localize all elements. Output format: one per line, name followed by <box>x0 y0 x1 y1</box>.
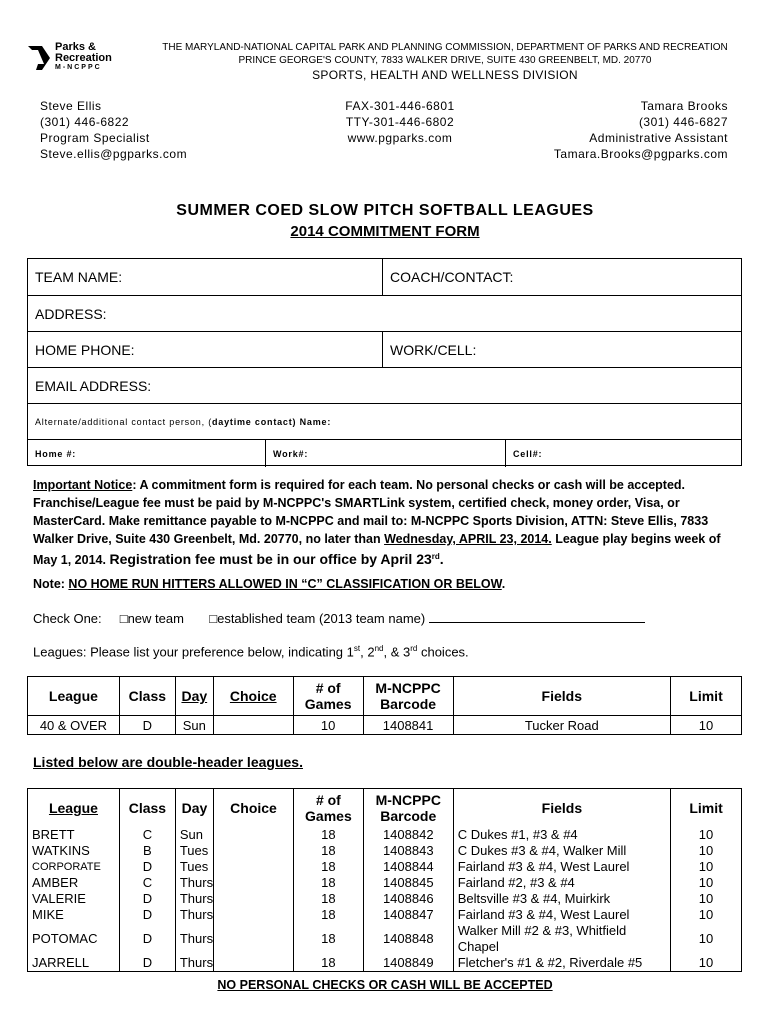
limit: 10 <box>671 891 742 907</box>
choice-cell[interactable] <box>214 891 294 907</box>
league-day: Thurs <box>175 891 213 907</box>
col-choice: Choice <box>214 789 294 828</box>
league-class: D <box>119 955 175 972</box>
choice-cell[interactable] <box>213 716 293 735</box>
email-field[interactable]: EMAIL ADDRESS: <box>35 377 152 394</box>
home-run-note: Note: NO HOME RUN HITTERS ALLOWED IN “C” CLASSIFICATION OR BELOW. <box>33 577 506 591</box>
table-row <box>28 891 742 907</box>
barcode: 1408841 <box>363 716 453 735</box>
contact-title: Administrative Assistant <box>589 131 728 145</box>
fields: Fletcher's #1 & #2, Riverdale #5 <box>453 955 670 972</box>
limit: 10 <box>671 859 742 875</box>
contact-email: Tamara.Brooks@pgparks.com <box>553 147 728 161</box>
form-row <box>28 404 741 440</box>
contact-title: Program Specialist <box>40 131 150 145</box>
league-day: Thurs <box>175 875 213 891</box>
league-day: Thurs <box>175 907 213 923</box>
org-line-1: THE MARYLAND-NATIONAL CAPITAL PARK AND PLANNING COMMISSION, DEPARTMENT OF PARKS AND RECREATION <box>162 42 728 53</box>
league-day: Sun <box>175 716 213 735</box>
col-limit: Limit <box>671 677 742 716</box>
barcode: 1408849 <box>363 955 453 972</box>
league-day: Thurs <box>175 923 213 955</box>
league-day: Tues <box>175 859 213 875</box>
table-row <box>28 907 742 923</box>
coach-contact-field[interactable]: COACH/CONTACT: <box>382 259 743 295</box>
choice-cell[interactable] <box>214 859 294 875</box>
work-cell-field[interactable]: WORK/CELL: <box>382 332 743 367</box>
col-choice: Choice <box>213 677 293 716</box>
established-team-checkbox[interactable]: □established team (2013 team name) <box>209 611 426 626</box>
fields: C Dukes #3 & #4, Walker Mill <box>453 843 670 859</box>
team-info-form <box>27 258 742 466</box>
limit: 10 <box>671 875 742 891</box>
table-row <box>28 843 742 859</box>
choice-cell[interactable] <box>214 843 294 859</box>
barcode: 1408845 <box>363 875 453 891</box>
table-row <box>28 859 742 875</box>
table-header-row <box>28 677 742 716</box>
choice-cell[interactable] <box>214 827 294 843</box>
cell-number-field[interactable]: Cell#: <box>505 440 743 467</box>
home-number-field[interactable]: Home #: <box>35 448 77 459</box>
previous-team-name-line[interactable] <box>429 612 645 623</box>
alternate-contact-field[interactable]: Alternate/additional contact person, ( daytime contact) Name: <box>35 416 332 427</box>
table-header-row <box>28 789 742 828</box>
home-phone-field[interactable]: HOME PHONE: <box>35 341 135 358</box>
col-limit: Limit <box>671 789 742 828</box>
form-row <box>28 332 741 368</box>
division-name: SPORTS, HEALTH AND WELLNESS DIVISION <box>312 68 578 82</box>
contact-name: Tamara Brooks <box>640 99 728 113</box>
double-header-title: Listed below are double-header leagues. <box>33 754 303 770</box>
col-barcode: M-NCPPC Barcode <box>363 677 453 716</box>
col-class: Class <box>119 677 175 716</box>
games-count: 18 <box>293 923 363 955</box>
contact-phone: (301) 446-6822 <box>40 115 130 129</box>
table-row <box>28 923 742 955</box>
logo-subtext: M-NCPPC <box>55 64 102 71</box>
fields: Beltsville #3 & #4, Muirkirk <box>453 891 670 907</box>
contact-email: Steve.ellis@pgparks.com <box>40 147 188 161</box>
league-day: Sun <box>175 827 213 843</box>
form-row <box>28 296 741 332</box>
website: www.pgparks.com <box>347 131 453 145</box>
limit: 10 <box>671 716 742 735</box>
league-name: 40 & OVER <box>28 716 120 735</box>
contact-right <box>500 98 728 162</box>
barcode: 1408846 <box>363 891 453 907</box>
league-day: Thurs <box>175 955 213 972</box>
league-preference-instructions: Leagues: Please list your preference below, indicating 1st, 2nd, & 3rd choices. <box>33 644 469 660</box>
tty-number: TTY-301-446-6802 <box>345 115 455 129</box>
league-name: JARRELL <box>28 955 120 972</box>
limit: 10 <box>671 923 742 955</box>
games-count: 18 <box>293 907 363 923</box>
league-class: C <box>119 827 175 843</box>
league-class: C <box>119 875 175 891</box>
table-row <box>28 875 742 891</box>
choice-cell[interactable] <box>214 923 294 955</box>
barcode: 1408844 <box>363 859 453 875</box>
team-name-field[interactable]: TEAM NAME: <box>35 269 123 285</box>
fields: Fairland #2, #3 & #4 <box>453 875 670 891</box>
contact-left <box>40 98 187 162</box>
league-class: B <box>119 843 175 859</box>
fields: Fairland #3 & #4, West Laurel <box>453 907 670 923</box>
league-name: VALERIE <box>28 891 120 907</box>
league-class: D <box>119 923 175 955</box>
col-games: # of Games <box>293 789 363 828</box>
games-count: 18 <box>293 843 363 859</box>
form-row <box>28 440 741 467</box>
limit: 10 <box>671 843 742 859</box>
col-games: # of Games <box>293 677 363 716</box>
single-league-table <box>27 676 742 735</box>
league-name: WATKINS <box>28 843 120 859</box>
fax-number: FAX-301-446-6801 <box>345 99 455 113</box>
barcode: 1408842 <box>363 827 453 843</box>
payment-footer-note: NO PERSONAL CHECKS OR CASH WILL BE ACCEPTED <box>217 978 553 992</box>
barcode: 1408848 <box>363 923 453 955</box>
league-name: BRETT <box>28 827 120 843</box>
table-row <box>28 955 742 972</box>
league-class: D <box>119 907 175 923</box>
col-barcode: M-NCPPC Barcode <box>363 789 453 828</box>
league-name: AMBER <box>28 875 120 891</box>
league-name: POTOMAC <box>28 923 120 955</box>
org-line-2: PRINCE GEORGE'S COUNTY, 7833 WALKER DRIVE, SUITE 430 GREENBELT, MD. 20770 <box>238 55 652 66</box>
col-fields: Fields <box>453 789 670 828</box>
logo-text: Parks & Recreation <box>55 41 112 64</box>
league-name: CORPORATE <box>28 859 120 875</box>
fields: Fairland #3 & #4, West Laurel <box>453 859 670 875</box>
games-count: 18 <box>293 827 363 843</box>
fields: Tucker Road <box>453 716 671 735</box>
form-title: SUMMER COED SLOW PITCH SOFTBALL LEAGUES <box>176 202 594 219</box>
form-subtitle: 2014 COMMITMENT FORM <box>290 223 480 240</box>
barcode: 1408847 <box>363 907 453 923</box>
league-class: D <box>119 859 175 875</box>
games-count: 18 <box>293 891 363 907</box>
check-one-row: Check One: □new team □established team (2013 team name) <box>33 611 645 626</box>
contact-phone: (301) 446-6827 <box>638 115 728 129</box>
choice-cell[interactable] <box>214 875 294 891</box>
fields: C Dukes #1, #3 & #4 <box>453 827 670 843</box>
important-notice: Important Notice: A commitment form is required for each team. No personal checks or cash will be accepted. Franchise/League fee must be paid by M-NCPPC's SMARTLink system, certified check, money order, Visa, or MasterCard. Make remittance payable to M-NCPPC and mail to: M-NCPPC Sports Division, ATTN: Steve Ellis, 7833 Walker Drive, Suite 430 Greenbelt, Md. 20770, no later than Wednesday, APRIL 23, 2014. League play begins week of May 1, 2014. Registration fee must be in our office by April 23rd. <box>33 478 721 568</box>
form-row <box>28 259 741 296</box>
choice-cell[interactable] <box>214 907 294 923</box>
contact-middle <box>300 98 500 146</box>
col-league: League <box>28 789 120 828</box>
league-day: Tues <box>175 843 213 859</box>
col-league: League <box>28 677 120 716</box>
league-class: D <box>119 716 175 735</box>
league-name: MIKE <box>28 907 120 923</box>
table-row <box>28 716 742 735</box>
games-count: 18 <box>293 875 363 891</box>
address-field[interactable]: ADDRESS: <box>35 305 107 322</box>
table-row <box>28 827 742 843</box>
fields: Walker Mill #2 & #3, Whitfield Chapel <box>453 923 670 955</box>
limit: 10 <box>671 907 742 923</box>
limit: 10 <box>671 827 742 843</box>
games-count: 10 <box>293 716 363 735</box>
col-day: Day <box>175 789 213 828</box>
league-class: D <box>119 891 175 907</box>
col-class: Class <box>119 789 175 828</box>
form-row <box>28 368 741 404</box>
barcode: 1408843 <box>363 843 453 859</box>
new-team-checkbox[interactable]: □new team <box>119 611 184 626</box>
col-fields: Fields <box>453 677 671 716</box>
double-header-table <box>27 788 742 972</box>
contact-name: Steve Ellis <box>40 99 102 113</box>
choice-cell[interactable] <box>214 955 294 972</box>
limit: 10 <box>671 955 742 972</box>
work-number-field[interactable]: Work#: <box>265 440 505 467</box>
games-count: 18 <box>293 859 363 875</box>
games-count: 18 <box>293 955 363 972</box>
col-day: Day <box>175 677 213 716</box>
